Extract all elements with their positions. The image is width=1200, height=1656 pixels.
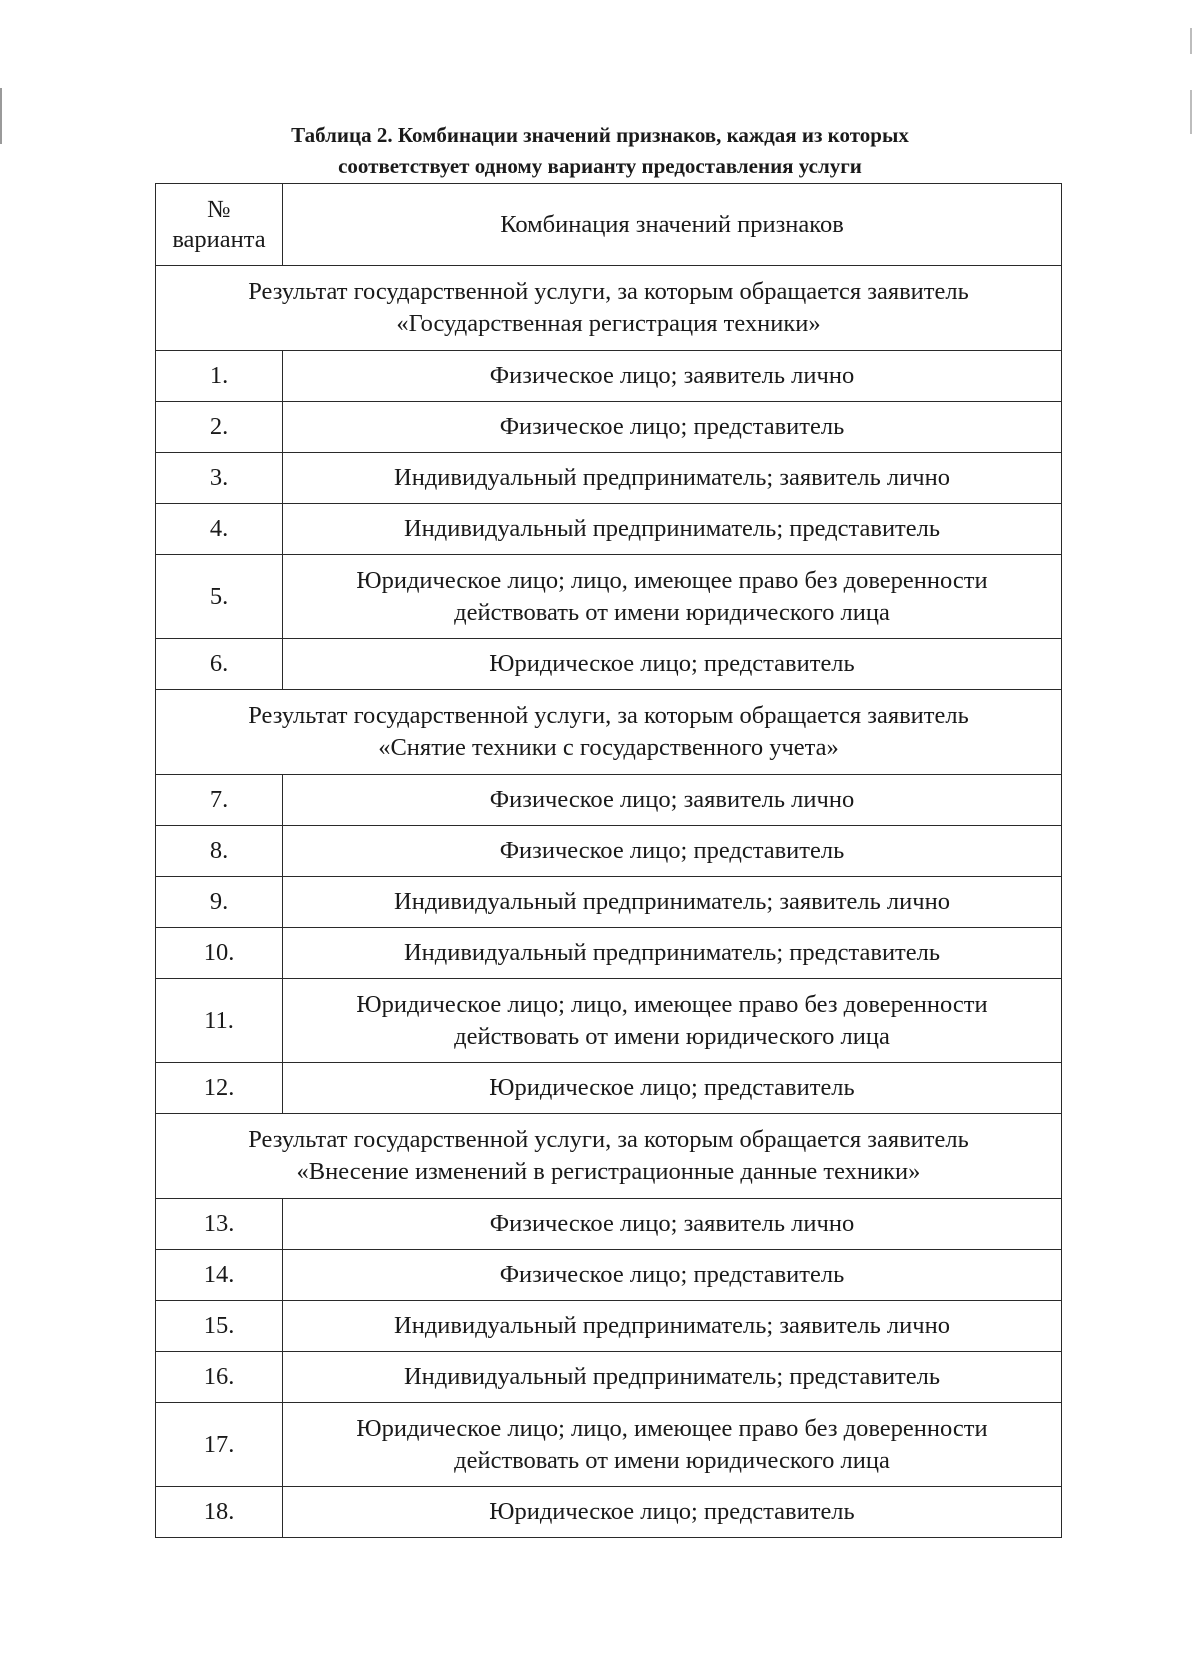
table-row: [156, 1352, 1062, 1403]
combination-cell: Юридическое лицо; представитель: [283, 1487, 1062, 1538]
combination-cell: Юридическое лицо; представитель: [283, 1063, 1062, 1114]
section-header-row: [156, 1114, 1062, 1199]
variant-number: 10.: [156, 928, 283, 979]
header-variant-label: варианта: [172, 225, 266, 253]
combination-cell: Физическое лицо; заявитель лично: [283, 351, 1062, 402]
combination-cell: Физическое лицо; представитель: [283, 1250, 1062, 1301]
table-caption-line: Таблица 2. Комбинации значений признаков, каждая из которых: [291, 123, 909, 147]
table-row: [156, 555, 1062, 639]
section-title: [156, 690, 1062, 775]
variant-number: 7.: [156, 775, 283, 826]
variant-number: 15.: [156, 1301, 283, 1352]
table-row: [156, 351, 1062, 402]
section-header-row: [156, 266, 1062, 351]
combination-cell: Индивидуальный предприниматель; представитель: [283, 1352, 1062, 1403]
combination-text-line: Юридическое лицо; лицо, имеющее право без доверенности: [356, 1414, 988, 1442]
combination-cell: Физическое лицо; представитель: [283, 402, 1062, 453]
variant-number: 2.: [156, 402, 283, 453]
combination-text-line: действовать от имени юридического лица: [454, 598, 890, 626]
table-caption: [150, 120, 1050, 182]
table-row: [156, 1487, 1062, 1538]
scan-edge-mark: [0, 88, 2, 144]
combination-cell: Индивидуальный предприниматель; представитель: [283, 504, 1062, 555]
variant-number: 18.: [156, 1487, 283, 1538]
combination-text-line: Юридическое лицо; лицо, имеющее право без доверенности: [356, 566, 988, 594]
table-row: [156, 639, 1062, 690]
table-row: [156, 1063, 1062, 1114]
combination-cell: Индивидуальный предприниматель; заявитель лично: [283, 1301, 1062, 1352]
combination-cell: [283, 979, 1062, 1063]
section-title-line: «Внесение изменений в регистрационные данные техники»: [296, 1158, 921, 1185]
combination-cell: Индивидуальный предприниматель; заявитель лично: [283, 877, 1062, 928]
section-title-line: Результат государственной услуги, за которым обращается заявитель: [248, 702, 969, 729]
section-title: [156, 266, 1062, 351]
section-title-line: «Снятие техники с государственного учета»: [378, 734, 839, 761]
combination-cell: Индивидуальный предприниматель; заявитель лично: [283, 453, 1062, 504]
variant-number: 1.: [156, 351, 283, 402]
scan-edge-mark: [1190, 28, 1192, 54]
variant-number: 8.: [156, 826, 283, 877]
variant-number: 4.: [156, 504, 283, 555]
combination-cell: Физическое лицо; заявитель лично: [283, 1199, 1062, 1250]
section-title-line: Результат государственной услуги, за которым обращается заявитель: [248, 278, 969, 305]
combination-cell: Индивидуальный предприниматель; представитель: [283, 928, 1062, 979]
variant-number: 5.: [156, 555, 283, 639]
combination-text-line: действовать от имени юридического лица: [454, 1446, 890, 1474]
table-row: [156, 402, 1062, 453]
table-header-row: [156, 184, 1062, 266]
table-row: [156, 1403, 1062, 1487]
variants-table: [155, 183, 1062, 1538]
table-row: [156, 1301, 1062, 1352]
table-row: [156, 453, 1062, 504]
section-header-row: [156, 690, 1062, 775]
section-title-line: «Государственная регистрация техники»: [396, 310, 821, 337]
header-combination: Комбинация значений признаков: [283, 184, 1062, 266]
table-row: [156, 979, 1062, 1063]
table-row: [156, 504, 1062, 555]
variant-number: 11.: [156, 979, 283, 1063]
header-number-sign: №: [207, 195, 231, 223]
variant-number: 6.: [156, 639, 283, 690]
table-row: [156, 1250, 1062, 1301]
table-row: [156, 928, 1062, 979]
table-caption-line: соответствует одному варианту предоставления услуги: [338, 154, 862, 178]
table-row: [156, 775, 1062, 826]
table-row: [156, 1199, 1062, 1250]
combination-cell: Юридическое лицо; представитель: [283, 639, 1062, 690]
combination-text-line: действовать от имени юридического лица: [454, 1022, 890, 1050]
combination-cell: [283, 555, 1062, 639]
combination-cell: [283, 1403, 1062, 1487]
table-row: [156, 877, 1062, 928]
combination-cell: Физическое лицо; представитель: [283, 826, 1062, 877]
variant-number: 14.: [156, 1250, 283, 1301]
variant-number: 12.: [156, 1063, 283, 1114]
variant-number: 17.: [156, 1403, 283, 1487]
section-title: [156, 1114, 1062, 1199]
combination-text-line: Юридическое лицо; лицо, имеющее право без доверенности: [356, 990, 988, 1018]
header-variant-number: [156, 184, 283, 266]
combination-cell: Физическое лицо; заявитель лично: [283, 775, 1062, 826]
variant-number: 3.: [156, 453, 283, 504]
scan-edge-mark: [1190, 90, 1192, 134]
variant-number: 13.: [156, 1199, 283, 1250]
variant-number: 16.: [156, 1352, 283, 1403]
section-title-line: Результат государственной услуги, за которым обращается заявитель: [248, 1126, 969, 1153]
table-row: [156, 826, 1062, 877]
variant-number: 9.: [156, 877, 283, 928]
